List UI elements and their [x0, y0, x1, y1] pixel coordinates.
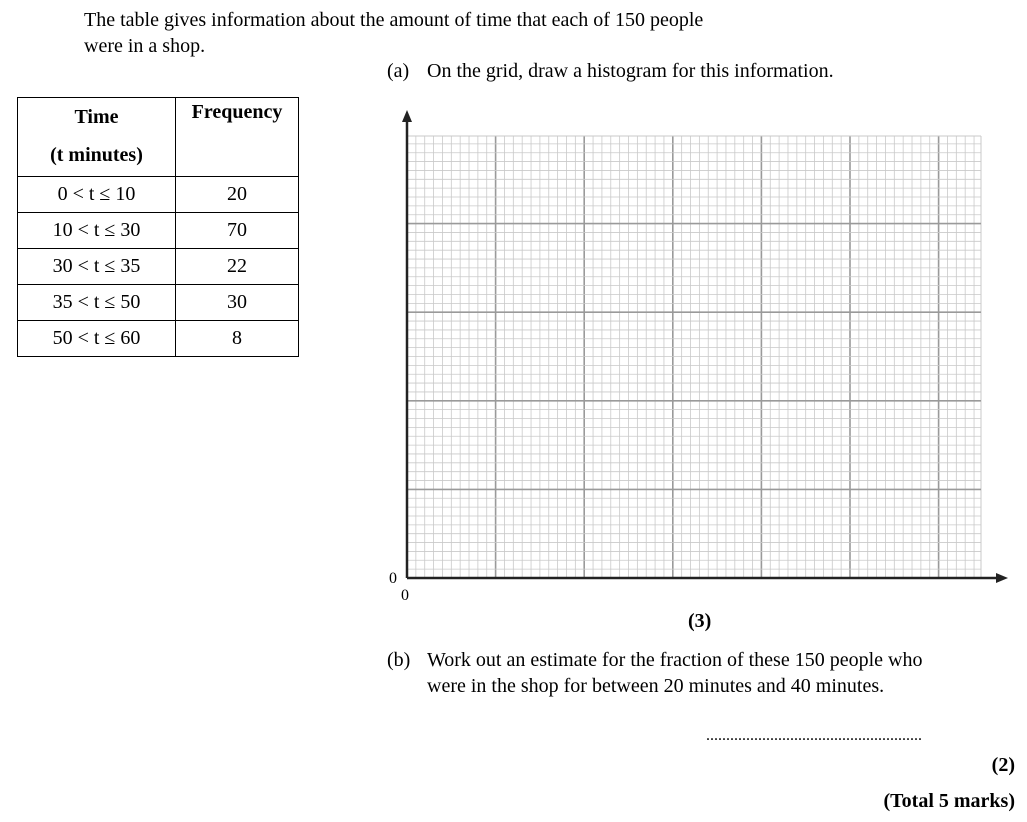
part-b-question — [387, 647, 922, 699]
frequency-cell: 20 — [176, 177, 299, 213]
header-frequency: Frequency — [176, 98, 299, 177]
part-b-marks: (2) — [991, 754, 1015, 776]
part-b-line-2: were in the shop for between 20 minutes and 40 minutes. — [427, 675, 885, 697]
part-a-marks: (3) — [688, 610, 712, 632]
total-marks: (Total 5 marks) — [883, 790, 1015, 812]
header-time-line-1: Time — [74, 106, 119, 128]
intro-line-1: The table gives information about the amount of time that each of 150 people — [84, 9, 704, 31]
answer-line[interactable]: ...................................................... — [706, 727, 922, 744]
frequency-cell: 8 — [176, 321, 299, 357]
frequency-cell: 30 — [176, 285, 299, 321]
interval-cell: 50 < t ≤ 60 — [18, 321, 176, 357]
grid-lines — [407, 136, 981, 578]
axes — [402, 110, 1008, 583]
part-b-line-1: Work out an estimate for the fraction of these 150 people who — [427, 649, 923, 671]
frequency-cell: 70 — [176, 213, 299, 249]
intro-line-2: were in a shop. — [84, 35, 206, 57]
y-origin-label: 0 — [389, 570, 397, 587]
interval-cell: 0 < t ≤ 10 — [18, 177, 176, 213]
part-b-label: (b) — [387, 649, 411, 671]
part-a-label: (a) — [387, 60, 410, 82]
interval-cell: 10 < t ≤ 30 — [18, 213, 176, 249]
x-axis-arrow-icon — [996, 573, 1008, 583]
part-b-text — [427, 647, 922, 699]
interval-cell: 30 < t ≤ 35 — [18, 249, 176, 285]
part-a-text: On the grid, draw a histogram for this information. — [427, 60, 834, 82]
y-axis-arrow-icon — [402, 110, 412, 122]
frequency-cell: 22 — [176, 249, 299, 285]
header-time-line-2: (t minutes) — [50, 144, 143, 166]
interval-cell: 35 < t ≤ 50 — [18, 285, 176, 321]
x-origin-label: 0 — [401, 587, 409, 604]
